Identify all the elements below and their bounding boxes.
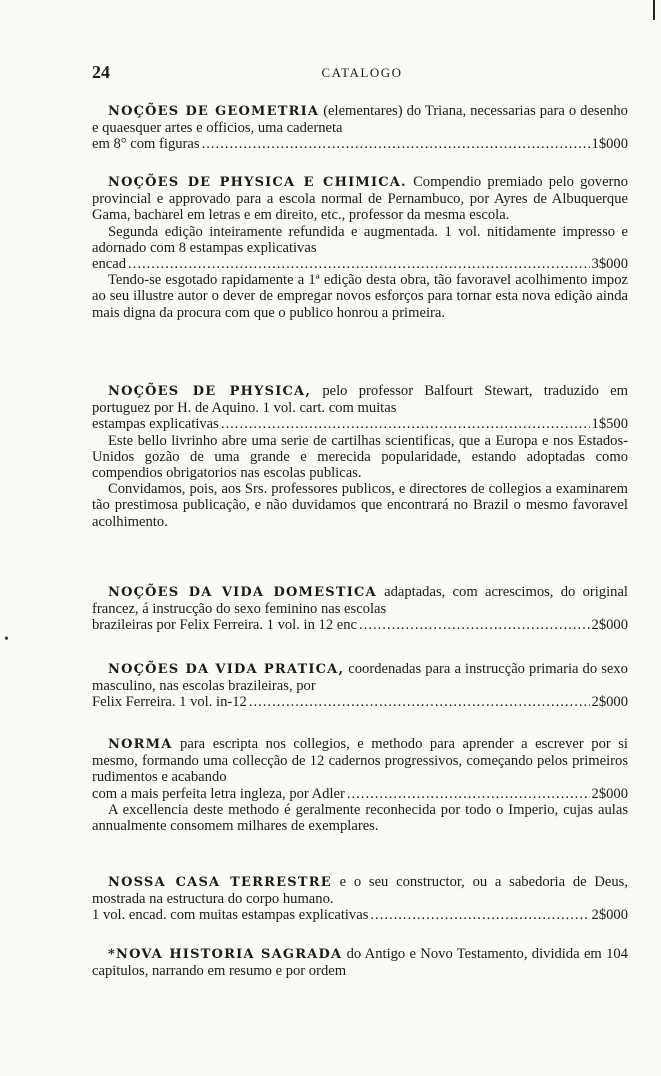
price-line [92,694,628,710]
entry-nocoes-physica [92,383,628,530]
entry-title: NOSSA CASA TERRESTRE [108,875,332,890]
entry-body: para escripta nos collegios, e methodo para aprender a escrever por si mesmo, formando uma collecção de 12 cadernos progressivos, começando pelos primeiros rudimentos e acabando [92,736,628,786]
entry-body: adaptadas, com acrescimos, do original francez, á instrucção do sexo feminino nas escolas [92,584,628,618]
entry-nocoes-vida-pratica [92,661,628,711]
entry-title: NOÇÕES DA VIDA PRATICA, [108,662,345,677]
price: 1$000 [591,136,628,153]
price-line [92,136,628,152]
price-lead: 1 vol. encad. com muitas estampas explicativas [92,907,369,924]
price-lead: Felix Ferreira. 1 vol. in-12 [92,694,247,711]
entry-body: pelo professor Balfourt Stewart, traduzido em portuguez por H. de Aquino. 1 vol. cart. com muitas [92,383,628,417]
leader-dots [221,416,590,432]
entry-title: *NOVA HISTORIA SAGRADA [108,947,343,962]
entry-nossa-casa-terrestre [92,874,628,924]
entry-paragraph: Segunda edição inteiramente refundida e augmentada. 1 vol. nitidamente impresso e adornado com 8 estampas explicativas [92,223,628,256]
price-line [92,907,628,923]
entry-title: NOÇÕES DE PHYSICA E CHIMICA. [108,175,407,190]
running-title: CATALOGO [321,65,403,80]
page-edge-rule [653,0,655,20]
entry-body: do Antigo e Novo Testamento, dividida em 104 capitulos, narrando em resumo e por ordem [92,946,628,980]
entry-body: e o seu constructor, ou a sabedoria de Deus, mostrada na estructura do corpo humano. [92,874,628,908]
entry-norma [92,736,628,834]
entry-paragraph: Convidamos, pois, aos Srs. professores publicos, e directores de collegios a examinarem tão prestimosa publicação, e não duvidamos que encontrará no Brazil o mesmo favoravel acolhimento. [92,481,628,530]
price: 2$000 [591,617,628,634]
leader-dots [370,907,589,923]
margin-speck: • [4,632,9,647]
price-lead: encad [92,256,127,273]
price-lead: estampas explicativas [92,416,219,433]
price: 2$000 [591,785,628,802]
price: 1$500 [591,416,628,433]
entry-title: NOÇÕES DA VIDA DOMESTICA [108,585,377,600]
entry-nocoes-vida-domestica [92,584,628,634]
price-line [92,786,628,802]
price: 2$000 [591,694,628,711]
entry-body: Compendio premiado pelo governo provincial e approvado para a escola normal de Pernambuco, por Ayres de Albuquerque Gama, bacharel em letras e em direito, etc., professor da mesma escola. [92,174,628,224]
price: 2$000 [591,907,628,924]
entry-title: NORMA [108,737,173,752]
price-line [92,416,628,432]
price-lead: com a mais perfeita letra ingleza, por Adler [92,785,345,802]
price-lead: brazileiras por Felix Ferreira. 1 vol. in 12 enc [92,617,358,634]
entry-paragraph: A excellencia deste methodo é geralmente reconhecida por todo o Imperio, cujas aulas annualmente consomem milhares de exemplares. [92,801,628,835]
leader-dots [249,694,590,710]
leader-dots [202,136,590,152]
page-number: 24 [92,62,110,82]
entry-nocoes-geometria [92,103,628,153]
leader-dots [359,617,589,633]
entry-paragraph: Tendo-se esgotado rapidamente a 1ª edição desta obra, tão favoravel acolhimento impoz ao seu illustre autor o dever de empregar novos esforços para tornar esta nova edição ainda mais digna da procura com que o publico honrou a primeira. [92,272,628,321]
entry-title: NOÇÕES DE PHYSICA, [108,384,312,399]
entry-body: (elementares) do Triana, necessarias para o desenho e quaesquer artes e officios, uma caderneta [92,103,628,137]
entry-paragraph: Este bello livrinho abre uma serie de cartilhas scientificas, que a Europa e nos Estados-Unidos gozão de uma grande e merecida popularidade, estando adoptadas como compendios obrigatorios nas escolas publicas. [92,432,628,482]
entry-body: coordenadas para a instrucção primaria do sexo masculino, nas escolas brazileiras, por [92,661,628,695]
entry-nova-historia-sagrada [92,946,628,979]
price-line [92,617,628,633]
page-header [92,62,632,84]
entry-title: NOÇÕES DE GEOMETRIA [108,104,320,119]
leader-dots [347,786,590,802]
leader-dots [128,256,589,272]
price-lead: em 8° com figuras [92,136,200,153]
entry-nocoes-physica-chimica [92,174,628,321]
price-line [92,256,628,272]
price: 3$000 [591,256,628,273]
